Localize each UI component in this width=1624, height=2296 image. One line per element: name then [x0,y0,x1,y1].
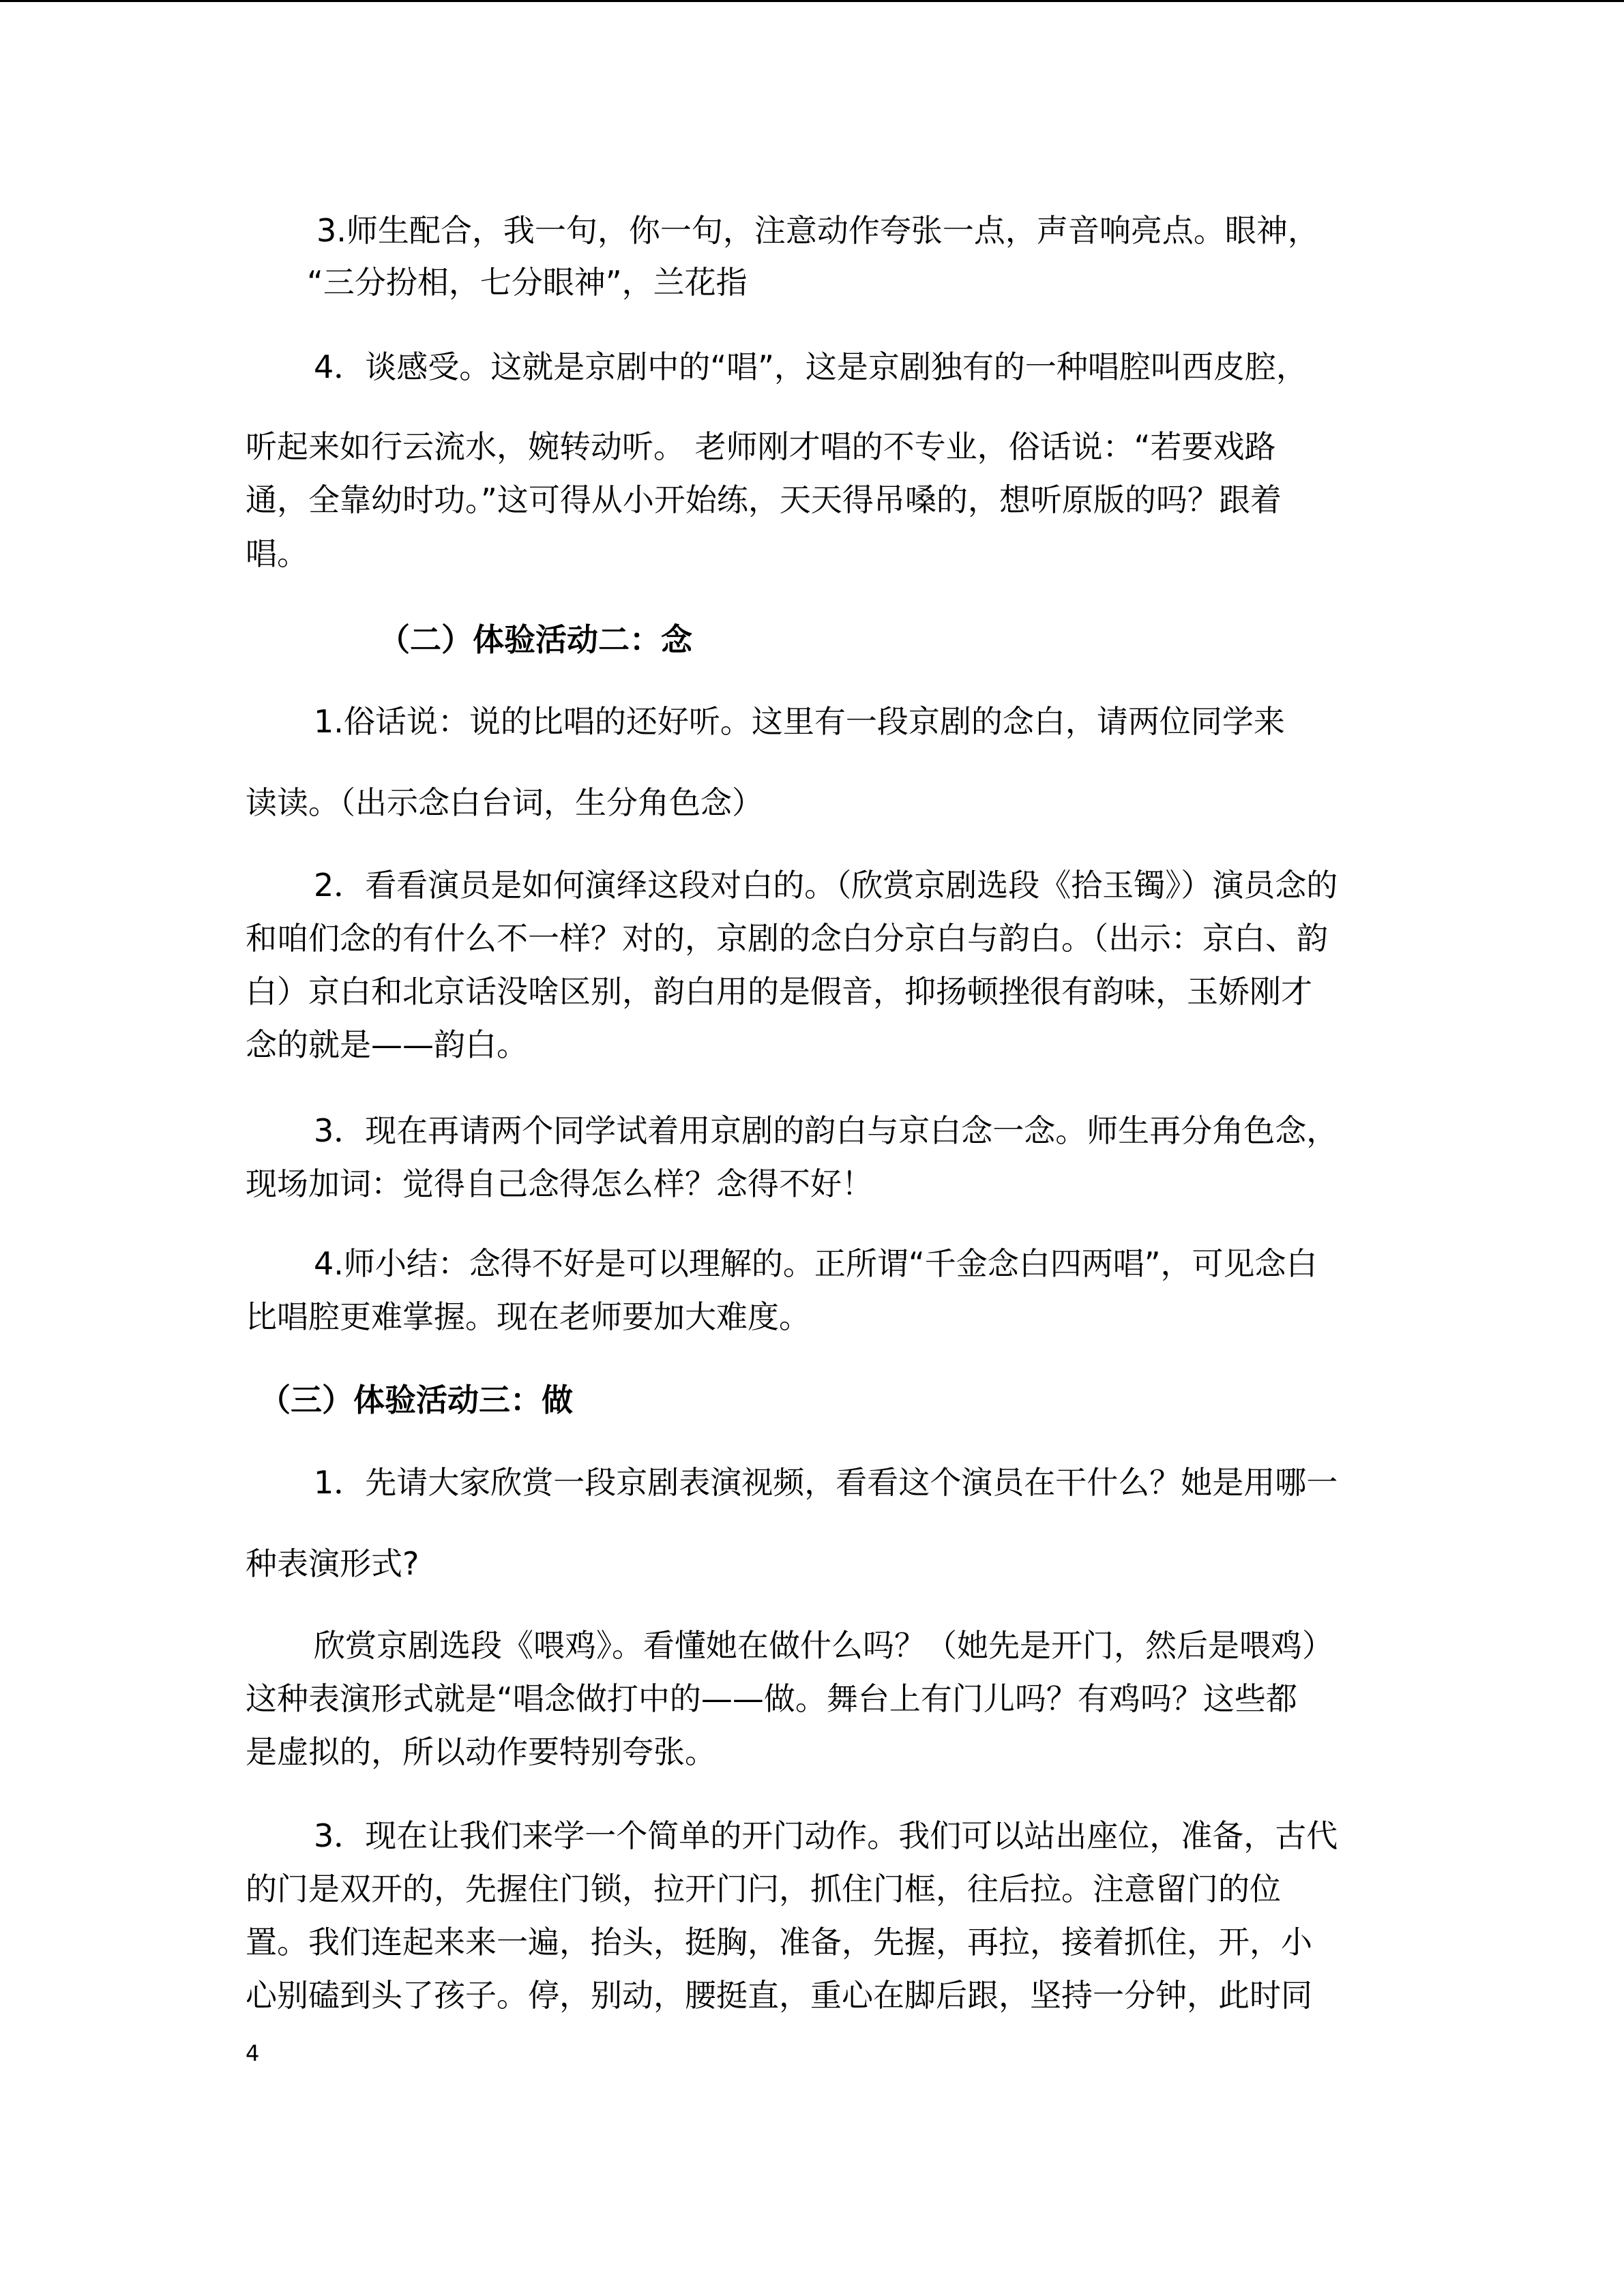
paragraph-line: 4.师小结：念得不好是可以理解的。正所谓“千金念白四两唱”，可见念白 [314,1245,1318,1282]
paragraph-line: 是虚拟的，所以动作要特别夸张。 [246,1733,716,1770]
paragraph-line: 听起来如行云流水，婉转动听。 老师刚才唱的不专业，俗话说：“若要戏路 [246,428,1276,465]
paragraph-line: 通，全靠幼时功。”这可得从小开始练，天天得吊嗓的，想听原版的吗？跟着 [246,481,1282,518]
paragraph-line: 读读。（出示念白台词，生分角色念） [246,784,763,821]
paragraph-line: 1．先请大家欣赏一段京剧表演视频，看看这个演员在干什么？她是用哪一 [314,1464,1338,1501]
page-top-border [0,0,1624,2]
paragraph-line: 1.俗话说：说的比唱的还好听。这里有一段京剧的念白，请两位同学来 [314,703,1285,740]
paragraph-line: 和咱们念的有什么不一样？对的，京剧的念白分京白与韵白。（出示：京白、韵 [246,920,1328,957]
paragraph-line: “三分扮相，七分眼神”，兰花指 [307,264,748,301]
paragraph-line: 的门是双开的，先握住门锁，拉开门闩，抓住门框，往后拉。注意留门的位 [246,1870,1281,1907]
paragraph-line: 现场加词：觉得自己念得怎么样？念得不好！ [246,1165,873,1202]
paragraph-line: 这种表演形式就是“唱念做打中的——做。舞台上有门儿吗？有鸡吗？这些都 [246,1680,1297,1717]
page-number: 4 [246,2040,260,2066]
paragraph-line: 3.师生配合，我一句，你一句，注意动作夸张一点，声音响亮点。眼神， [316,212,1319,249]
paragraph-line: 白）京白和北京话没啥区别，韵白用的是假音，抑扬顿挫很有韵味，玉娇刚才 [246,973,1312,1010]
paragraph-line: 心别磕到头了孩子。停，别动，腰挺直，重心在脚后跟，坚持一分钟，此时同 [246,1977,1312,2014]
section-heading: （二）体验活动二：念 [379,621,692,658]
paragraph-line: 念的就是——韵白。 [246,1026,528,1063]
section-heading: （三）体验活动三：做 [259,1382,573,1418]
paragraph-line: 置。我们连起来来一遍，抬头，挺胸，准备，先握，再拉，接着抓住，开，小 [246,1924,1312,1960]
paragraph-line: 比唱腔更难掌握。现在老师要加大难度。 [246,1298,810,1335]
paragraph-line: 2．看看演员是如何演绎这段对白的。（欣赏京剧选段《拾玉镯》）演员念的 [314,867,1338,904]
paragraph-line: 3．现在让我们来学一个简单的开门动作。我们可以站出座位，准备，古代 [314,1817,1338,1854]
paragraph-line: 种表演形式? [246,1545,419,1582]
paragraph-line: 欣赏京剧选段《喂鸡》。看懂她在做什么吗？（她先是开门，然后是喂鸡） [314,1627,1333,1664]
paragraph-line: 4．谈感受。这就是京剧中的“唱”，这是京剧独有的一种唱腔叫西皮腔， [314,348,1308,385]
paragraph-line: 唱。 [246,535,308,572]
paragraph-line: 3．现在再请两个同学试着用京剧的韵白与京白念一念。师生再分角色念， [314,1112,1338,1149]
